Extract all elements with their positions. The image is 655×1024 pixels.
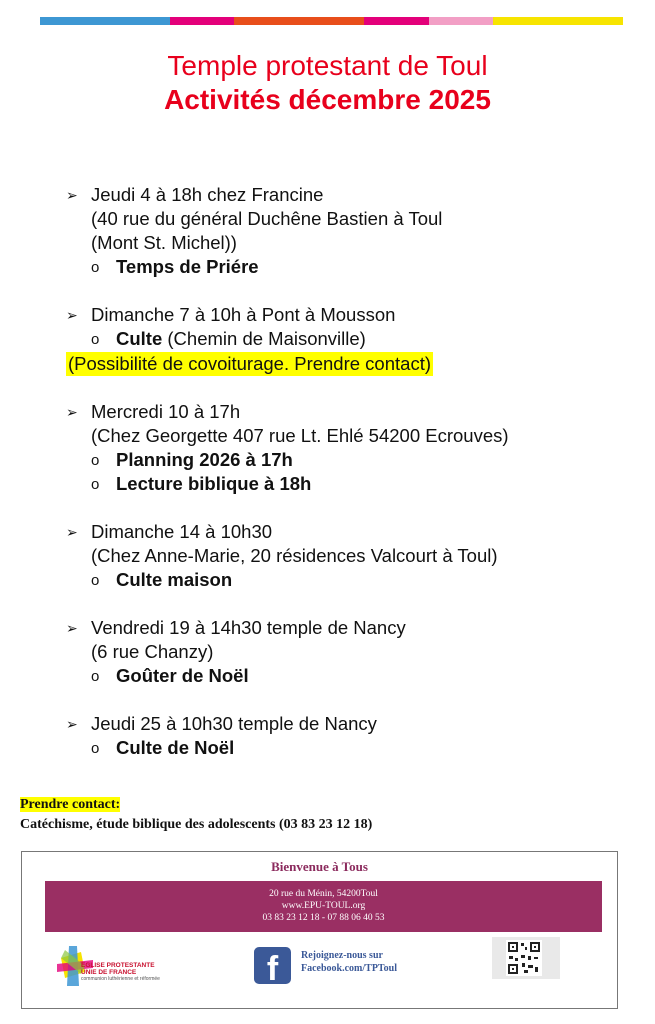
event-detail: (Chez Georgette 407 rue Lt. Ehlé 54200 Ecrouves) bbox=[91, 425, 509, 446]
contact-label: Prendre contact: bbox=[20, 797, 121, 812]
event-heading: ➢ Dimanche 14 à 10h30 bbox=[66, 521, 273, 542]
event-activity: o Temps de Priére bbox=[66, 255, 626, 279]
event-activity: o Culte maison bbox=[66, 568, 626, 592]
event-activity: o Culte de Noël bbox=[66, 736, 626, 760]
events-list bbox=[66, 183, 626, 784]
qr-code[interactable] bbox=[492, 937, 560, 979]
stripe-segment bbox=[364, 17, 429, 25]
facebook-link[interactable]: Rejoignez-nous sur Facebook.com/TPToul bbox=[301, 950, 398, 974]
phone-numbers: 03 83 23 12 18 - 07 88 06 40 53 bbox=[262, 913, 385, 923]
arrow-bullet-icon: ➢ bbox=[66, 404, 78, 420]
circle-bullet-icon: o bbox=[91, 331, 100, 348]
qr-code-icon bbox=[492, 937, 560, 979]
event-heading: ➢ Jeudi 4 à 18h chez Francine bbox=[66, 184, 324, 205]
event-activity: o Culte (Chemin de Maisonville) bbox=[66, 327, 626, 351]
event-detail: (Mont St. Michel)) bbox=[91, 232, 237, 253]
event-detail: (Chez Anne-Marie, 20 résidences Valcourt à Toul) bbox=[91, 545, 498, 566]
circle-bullet-icon: o bbox=[91, 668, 100, 685]
event-block bbox=[66, 400, 626, 496]
circle-bullet-icon: o bbox=[91, 259, 100, 276]
arrow-bullet-icon: ➢ bbox=[66, 187, 78, 203]
stripe-segment bbox=[493, 17, 558, 25]
circle-bullet-icon: o bbox=[91, 452, 100, 469]
epudf-logo bbox=[55, 944, 165, 992]
arrow-bullet-icon: ➢ bbox=[66, 524, 78, 540]
contact-text: Catéchisme, étude biblique des adolescents (03 83 23 12 18) bbox=[20, 817, 373, 832]
contact-section bbox=[20, 795, 372, 835]
event-detail: (6 rue Chanzy) bbox=[91, 641, 214, 662]
event-heading: ➢ Vendredi 19 à 14h30 temple de Nancy bbox=[66, 617, 406, 638]
circle-bullet-icon: o bbox=[91, 572, 100, 589]
address-band bbox=[45, 881, 602, 932]
arrow-bullet-icon: ➢ bbox=[66, 620, 78, 636]
event-activity: o Goûter de Noël bbox=[66, 664, 626, 688]
welcome-heading: Bienvenue à Tous bbox=[271, 859, 368, 874]
stripe-segment bbox=[40, 17, 105, 25]
stripe-segment bbox=[558, 17, 623, 25]
stripe-segment bbox=[299, 17, 364, 25]
event-activity: o Planning 2026 à 17h bbox=[66, 448, 626, 472]
event-note-row bbox=[66, 351, 626, 376]
event-block bbox=[66, 303, 626, 376]
stripe-segment bbox=[170, 17, 235, 25]
event-heading: ➢ Jeudi 25 à 10h30 temple de Nancy bbox=[66, 713, 377, 734]
circle-bullet-icon: o bbox=[91, 740, 100, 757]
event-detail: (40 rue du général Duchêne Bastien à Toul bbox=[91, 208, 443, 229]
event-heading: ➢ Mercredi 10 à 17h bbox=[66, 401, 241, 422]
stripe-segment bbox=[105, 17, 170, 25]
page-title: Temple protestant de Toul bbox=[167, 50, 488, 81]
event-block bbox=[66, 520, 626, 592]
event-block bbox=[66, 183, 626, 279]
event-heading: ➢ Dimanche 7 à 10h à Pont à Mousson bbox=[66, 304, 396, 325]
stripe-segment bbox=[429, 17, 494, 25]
circle-bullet-icon: o bbox=[91, 476, 100, 493]
arrow-bullet-icon: ➢ bbox=[66, 716, 78, 732]
event-block bbox=[66, 616, 626, 688]
event-activity: o Lecture biblique à 18h bbox=[66, 472, 626, 496]
color-stripe bbox=[40, 17, 623, 25]
logo-text: EGLISE PROTESTANTE UNIE DE FRANCE communion luthérienne et réformée bbox=[81, 962, 160, 982]
event-block bbox=[66, 712, 626, 760]
address-text: 20 rue du Ménin, 54200Toul bbox=[269, 889, 378, 899]
footer-box bbox=[21, 851, 618, 1009]
stripe-segment bbox=[234, 17, 299, 25]
page-subtitle: Activités décembre 2025 bbox=[164, 84, 491, 115]
facebook-icon[interactable]: f bbox=[254, 947, 291, 984]
website-link[interactable]: www.EPU-TOUL.org bbox=[281, 901, 366, 911]
carpool-note: (Possibilité de covoiturage. Prendre contact) bbox=[68, 353, 431, 374]
arrow-bullet-icon: ➢ bbox=[66, 307, 78, 323]
